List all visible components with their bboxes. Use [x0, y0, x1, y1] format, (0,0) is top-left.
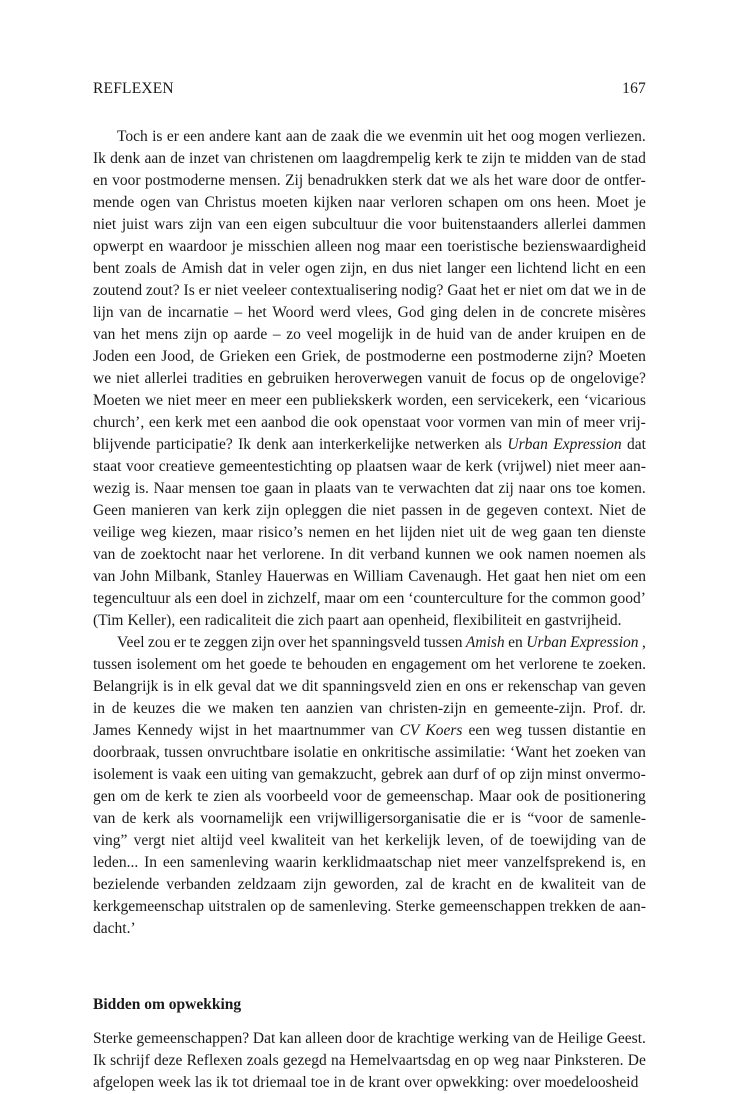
text-line: niet juist wars zijn van een eigen subcultuur die voor buitenstaanders allerlei dammen	[93, 216, 646, 233]
section-heading: Bidden om opwekking	[93, 996, 242, 1013]
text-line: bezielende verbanden zeldzaam zijn geworden, zal de kracht en de kwaliteit van de	[93, 876, 646, 893]
running-header	[93, 80, 646, 98]
page-number: 167	[622, 80, 646, 97]
paragraph	[93, 126, 646, 632]
text-line: van de zoektocht naar het verlorene. In dit verband kunnen we ook namen noemen als	[93, 546, 646, 563]
text-line: opwerpt en waardoor je misschien alleen nog maar een toeristische bezienswaardigheid	[93, 238, 646, 255]
text-line: bent zoals de Amish dat in veler ogen zijn, en dus niet langer een lichtend licht en een	[93, 260, 646, 277]
paragraph	[93, 1028, 646, 1094]
text-line: in de keuzes die we maken ten aanzien van christen-zijn en gemeente-zijn. Prof. dr.	[93, 700, 646, 717]
text-line: Belangrijk is in elk geval dat we dit spanningsveld zien en ons er rekenschap van geven	[93, 678, 646, 695]
text-line: van John Milbank, Stanley Hauerwas en William Cavenaugh. Het gaat hen niet om een	[93, 568, 646, 585]
text-line: Ik denk aan de inzet van christenen om laagdrempelig kerk te zijn te midden van de stad	[93, 150, 646, 167]
text-line: en voor postmoderne mensen. Zij benadrukken sterk dat we als het ware door de ontfer-	[93, 172, 646, 189]
text-line: tegencultuur als een doel in zichzelf, maar om een ‘counterculture for the common good’	[93, 590, 646, 607]
text-line: isolement is vaak een uiting van gemakzucht, gebrek aan durf of op zijn minst onvermo-	[93, 766, 646, 783]
text-line: gen om de kerk te zien als voorbeeld voor de gemeenschap. Maar ook de positionering	[93, 788, 646, 805]
text-line: Toch is er een andere kant aan de zaak die we evenmin uit het oog mogen verliezen.	[117, 128, 646, 145]
text-line: Veel zou er te zeggen zijn over het spanningsveld tussen Amish en Urban Expression ,	[117, 634, 646, 651]
text-line: mende ogen van Christus moeten kijken naar verloren schapen om ons heen. Moet je	[93, 194, 646, 211]
text-line: we niet allerlei tradities en gebruiken heroverwegen vanuit de focus op de ongelovige?	[93, 370, 646, 387]
text-line: Geen manieren van kerk zijn opleggen die niet passen in de gegeven context. Niet de	[93, 502, 646, 519]
text-line: wezig is. Naar mensen toe gaan in plaats van te verwachten dat zij naar ons toe komen.	[93, 480, 646, 497]
text-line: lijn van de incarnatie – het Woord werd vlees, God ging delen in de concrete misères	[93, 304, 646, 321]
running-title: REFLEXEN	[93, 80, 174, 97]
text-line: James Kennedy wijst in het maartnummer van CV Koers een weg tussen distantie en	[93, 722, 646, 739]
text-line: blijvende participatie? Ik denk aan interkerkelijke netwerken als Urban Expression dat	[93, 436, 646, 453]
text-line: Joden een Jood, de Grieken een Griek, de postmoderne een postmoderne zijn? Moeten	[93, 348, 646, 365]
text-line: dacht.’	[93, 920, 136, 937]
text-line: van het mens zijn op aarde – zo veel mogelijk in de huid van de ander kruipen en de	[93, 326, 646, 343]
text-line: Ik schrijf deze Reflexen zoals gezegd na Hemelvaartsdag en op weg naar Pinksteren. De	[93, 1052, 646, 1069]
text-line: van de kerk als voornamelijk een vrijwilligersorganisatie die er is “voor de samenle-	[93, 810, 646, 827]
text-line: Sterke gemeenschappen? Dat kan alleen door de krachtige werking van de Heilige Geest.	[93, 1030, 646, 1047]
text-line: zoutend zout? Is er niet veeleer contextualisering nodig? Gaat het er niet om dat we in de	[93, 282, 646, 299]
text-line: afgelopen week las ik tot driemaal toe in de krant over opwekking: over moedeloosheid	[93, 1074, 639, 1091]
text-line: veilige weg kiezen, maar risico’s nemen en het lijden niet uit de weg gaan ten dienste	[93, 524, 646, 541]
text-line: kerkgemeenschap uitstralen op de samenleving. Sterke gemeenschappen trekken de aan-	[93, 898, 646, 915]
text-line: church’, een kerk met een aanbod die ook openstaat voor vormen van min of meer vrij-	[93, 414, 646, 431]
text-line: (Tim Keller), een radicaliteit die zich paart aan openheid, flexibiliteit en gastvrijheid.	[93, 612, 622, 629]
paragraph	[93, 632, 646, 940]
text-line: tussen isolement om het goede te behouden en engagement om het verlorene te zoeken.	[93, 656, 646, 673]
body-text	[93, 126, 646, 1094]
text-line: doorbraak, tussen onvruchtbare isolatie en onkritische assimilatie: ‘Want het zoeken van	[93, 744, 646, 761]
text-line: ving” vergt niet altijd veel kwaliteit van het kerkelijk leven, of de toewijding van de	[93, 832, 646, 849]
text-line: leden... In een samenleving waarin kerklidmaatschap niet meer vanzelfsprekend is, en	[93, 854, 646, 871]
text-line: Moeten we niet meer en meer een publiekskerk worden, een servicekerk, een ‘vicarious	[93, 392, 646, 409]
text-line: staat voor creatieve gemeentestichting op plaatsen waar de kerk (vrijwel) niet meer aan-	[93, 458, 646, 475]
